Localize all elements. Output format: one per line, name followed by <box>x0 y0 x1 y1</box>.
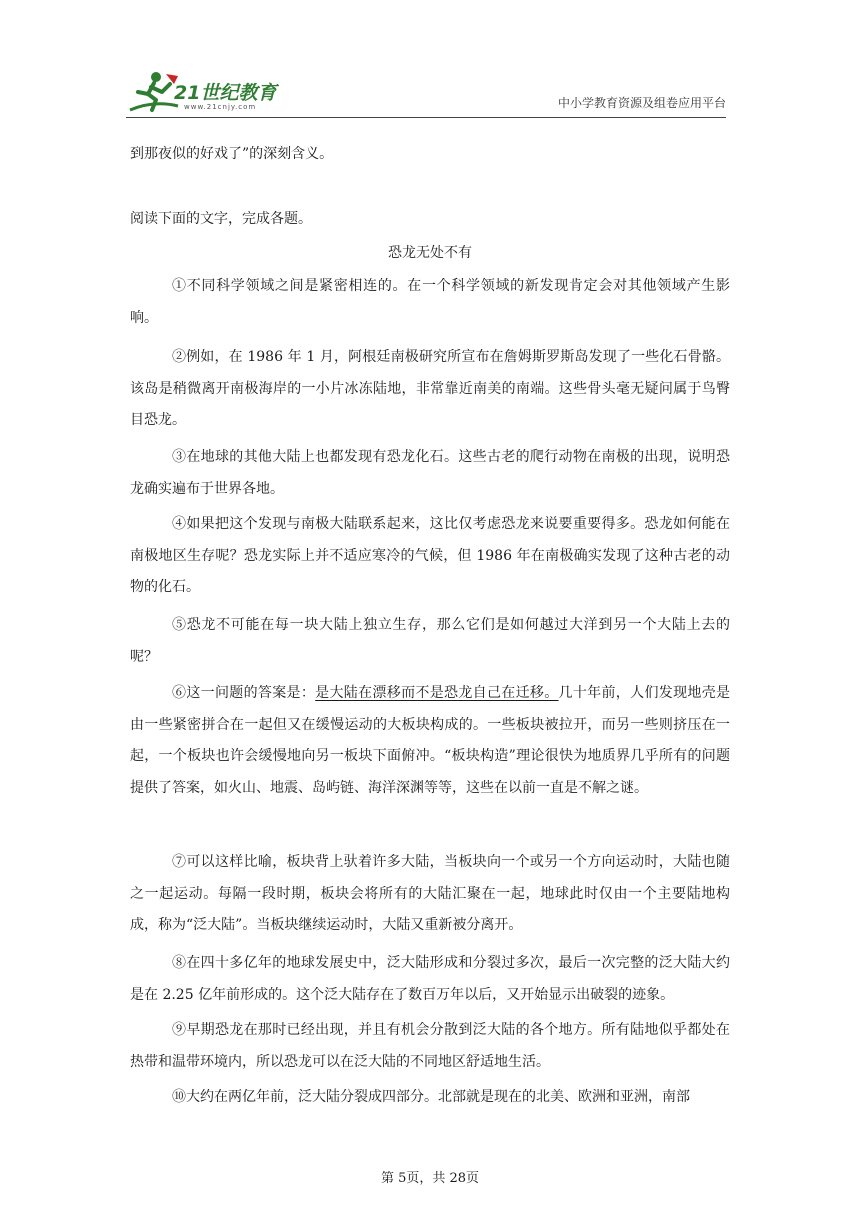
paragraph-10: ⑩大约在两亿年前，泛大陆分裂成四部分。北部就是现在的北美、欧洲和亚洲，南部 <box>172 1089 690 1105</box>
instruction: 阅读下面的文字，完成各题。 <box>130 211 312 227</box>
article-title: 恐龙无处不有 <box>388 245 472 261</box>
header-divider <box>126 117 726 118</box>
page-header <box>126 68 726 118</box>
paragraph-6-prefix: ⑥这一问题的答案是： <box>172 685 316 701</box>
paragraph-1: ①不同科学领域之间是紧密相连的。在一个科学领域的新发现肯定会对其他领域产生影响。 <box>130 278 730 326</box>
page-number: 第 5页，共 28页 <box>380 1171 480 1186</box>
paragraph-9: ⑨早期恐龙在那时已经出现，并且有机会分散到泛大陆的各个地方。所有陆地似乎都处在热带和温带环境内，所以恐龙可以在泛大陆的不同地区舒适地生活。 <box>130 1022 730 1070</box>
paragraph-6-rest: 几十年前，人们发现地壳是由一些紧密拼合在一起但又在缓慢运动的大板块构成的。一些板块被拉开，而另一些则挤压在一起，一个板块也许会缓慢地向另一板块下面俯冲。“板块构造”理论很快为地质界几乎所有的问题提供了答案，如火山、地震、岛屿链、海洋深渊等等，这些在以前一直是不解之谜。 <box>130 685 731 796</box>
paragraph-4: ④如果把这个发现与南极大陆联系起来，这比仅考虑恐龙来说要重要得多。恐龙如何能在南极地区生存呢？恐龙实际上并不适应寒冷的气候，但 1986 年在南极确实发现了这种古老的动物的化石。 <box>130 516 730 595</box>
paragraph-8: ⑧在四十多亿年的地球发展史中，泛大陆形成和分裂过多次，最后一次完整的泛大陆大约是在 2.25 亿年前形成的。这个泛大陆存在了数百万年以后，又开始显示出破裂的迹象。 <box>130 955 730 1003</box>
logo <box>126 68 296 118</box>
underlined-answer: 是大陆在漂移而不是恐龙自己在迁移。 <box>315 685 559 701</box>
paragraph-6 <box>130 678 730 804</box>
paragraph-5: ⑤恐龙不可能在每一块大陆上独立生存，那么它们是如何越过大洋到另一个大陆上去的呢？ <box>130 617 730 665</box>
platform-name: 中小学教育资源及组卷应用平台 <box>557 96 726 110</box>
logo-url: www.21cnjy.com <box>184 103 257 111</box>
paragraph-3: ③在地球的其他大陆上也都发现有恐龙化石。这些古老的爬行动物在南极的出现，说明恐龙确实遍布于世界各地。 <box>130 449 730 497</box>
logo-text: 21世纪教育 <box>174 82 277 104</box>
paragraph-2: ②例如，在 1986 年 1 月，阿根廷南极研究所宣布在詹姆斯罗斯岛发现了一些化石骨骼。该岛是稍微离开南极海岸的一小片冰冻陆地，非常靠近南美的南端。这些骨头毫无疑问属于鸟臀目恐龙。 <box>130 349 730 428</box>
lead-fragment: 到那夜似的好戏了”的深刻含义。 <box>130 146 334 162</box>
paragraph-7: ⑦可以这样比喻，板块背上驮着许多大陆，当板块向一个或另一个方向运动时，大陆也随之一起运动。每隔一段时期，板块会将所有的大陆汇聚在一起，地球此时仅由一个主要陆地构成，称为“泛大陆”。当板块继续运动时，大陆又重新被分离开。 <box>130 854 730 933</box>
